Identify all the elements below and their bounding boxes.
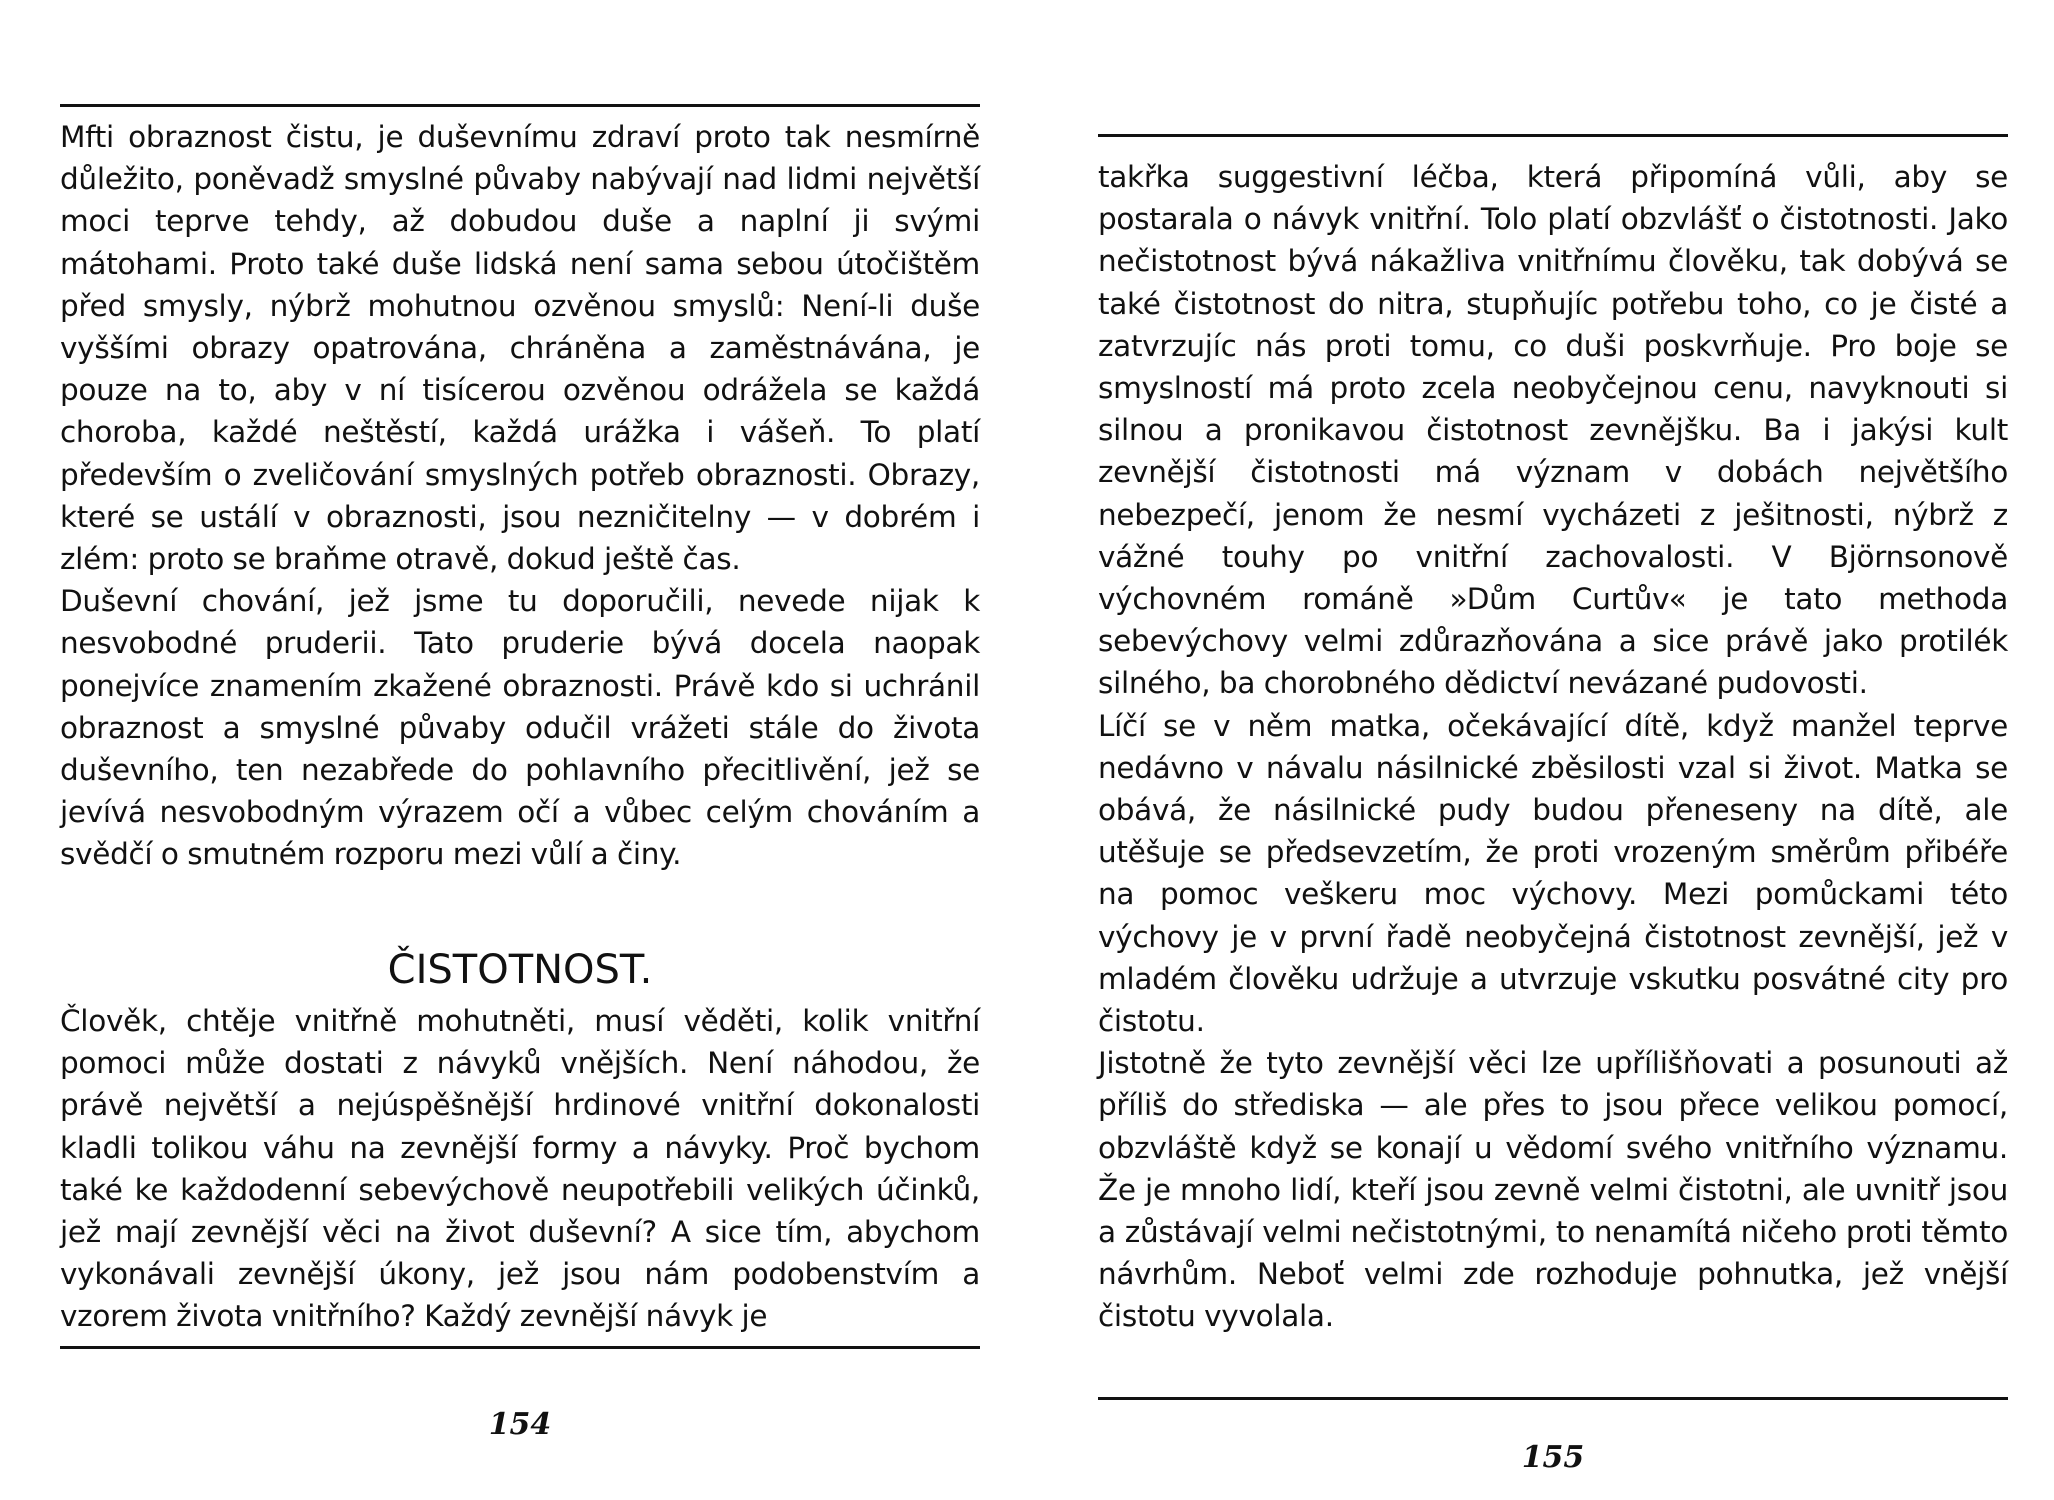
right-page [1098, 0, 2008, 1500]
paragraph: Jistotně že tyto zevnější věci lze upřílišňovati a posunouti až příliš do střediska — ale přes to jsou přece velikou pomocí, obzvláště když se konají u vědomí svého vnitřního významu. Že je mnoho lidí, kteří jsou zevně velmi čistotni, ale uvnitř jsou a zůstávají velmi nečistotnými, to nenamítá ničeho proti těmto návrhům. Neboť velmi zde rozhoduje pohnutka, jež vnější čistotu vyvolala. [1098, 1046, 2008, 1334]
body-text-lower [60, 1000, 980, 1338]
section-heading: ČISTOTNOST. [387, 947, 653, 993]
left-page [60, 0, 980, 1500]
bottom-rule [1098, 1397, 2008, 1400]
paragraph: Člověk, chtěje vnitřně mohutněti, musí věděti, kolik vnitřní pomoci může dostati z návyků vnějších. Není náhodou, že právě největší a nejúspěšnější hrdinové vnitřní dokonalosti kladli tolikou váhu na zevnější formy a návyky. Proč bychom také ke každodenní sebevýchově neupotřebili velikých účinků, jež mají zevnější věci na život duševní? A sice tím, abychom vykonávali zevnější úkony, jež jsou nám podobenstvím a vzorem života vnitřního? Každý zevnější návyk je [60, 1004, 980, 1334]
paragraph: Duševní chování, jež jsme tu doporučili, nevede nijak k nesvobodné pruderii. Tato pruderie bývá docela naopak ponejvíce znamením zkažené obraznosti. Právě kdo si uchránil obraznost a smyslné půvaby odučil vrážeti stále do života duševního, ten nezabřede do pohlavního přecitlivění, jež se jevívá nesvobodným výrazem očí a vůbec celým chováním a svědčí o smutném rozporu mezi vůlí a činy. [60, 584, 980, 872]
paragraph: Mfti obraznost čistu, je duševnímu zdraví proto tak nesmírně důležito, poněvadž smyslné půvaby nabývají nad lidmi největší moci teprve tehdy, až dobudou duše a naplní ji svými mátohami. Proto také duše lidská není sama sebou útočištěm před smysly, nýbrž mohutnou ozvěnou smyslů: Není-li duše vyššími obrazy opatrována, chráněna a zaměstnávána, je pouze na to, aby v ní tisícerou ozvěnou odrážela se každá choroba, každé neštěstí, každá urážka i vášeň. To platí především o zveličování smyslných potřeb obraznosti. Obrazy, které se ustálí v obraznosti, jsou nezničitelny — v dobrém i zlém: proto se braňme otravě, dokud ještě čas. [60, 120, 980, 577]
top-rule [1098, 134, 2008, 137]
paragraph: Líčí se v něm matka, očekávající dítě, když manžel teprve nedávno v návalu násilnické zběsilosti vzal si život. Matka se obává, že násilnické pudy budou přeneseny na dítě, ale utěšuje se předsevzetím, že proti vrozeným směrům přibéře na pomoc veškeru moc výchovy. Mezi pomůckami této výchovy je v první řadě neobyčejná čistotnost zevnější, jež v mladém člověku udržuje a utvrzuje vskutku posvátné city pro čistotu. [1098, 708, 2008, 1039]
top-rule [60, 104, 980, 107]
body-text-upper [60, 116, 980, 876]
paragraph: takřka suggestivní léčba, která připomíná vůli, aby se postarala o návyk vnitřní. Tolo platí obzvlášť o čistotnosti. Jako nečistotnost bývá nákažliva vnitřnímu člověku, tak dobývá se také čistotnost do nitra, stupňujíc potřebu toho, co je čisté a zatvrzujíc nás proti tomu, co duši poskvrňuje. Pro boje se smyslností má proto zcela neobyčejnou cenu, navyknouti si silnou a pronikavou čistotnost zevnějšku. Ba i jakýsi kult zevnější čistotnosti má význam v dobách největšího nebezpečí, jenom že nesmí vycházeti z ješitnosti, nýbrž z vážné touhy po vnitřní zachovalosti. V Björnsonově výchovném románě »Dům Curtův« je tato methoda sebevýchovy velmi zdůrazňována a sice právě jako protilék silného, ba chorobného dědictví nevázané pudovosti. [1098, 160, 2008, 701]
body-text [1098, 156, 2008, 1338]
page-number: 155 [1521, 1440, 1585, 1475]
page-number: 154 [488, 1407, 552, 1442]
bottom-rule [60, 1346, 980, 1349]
